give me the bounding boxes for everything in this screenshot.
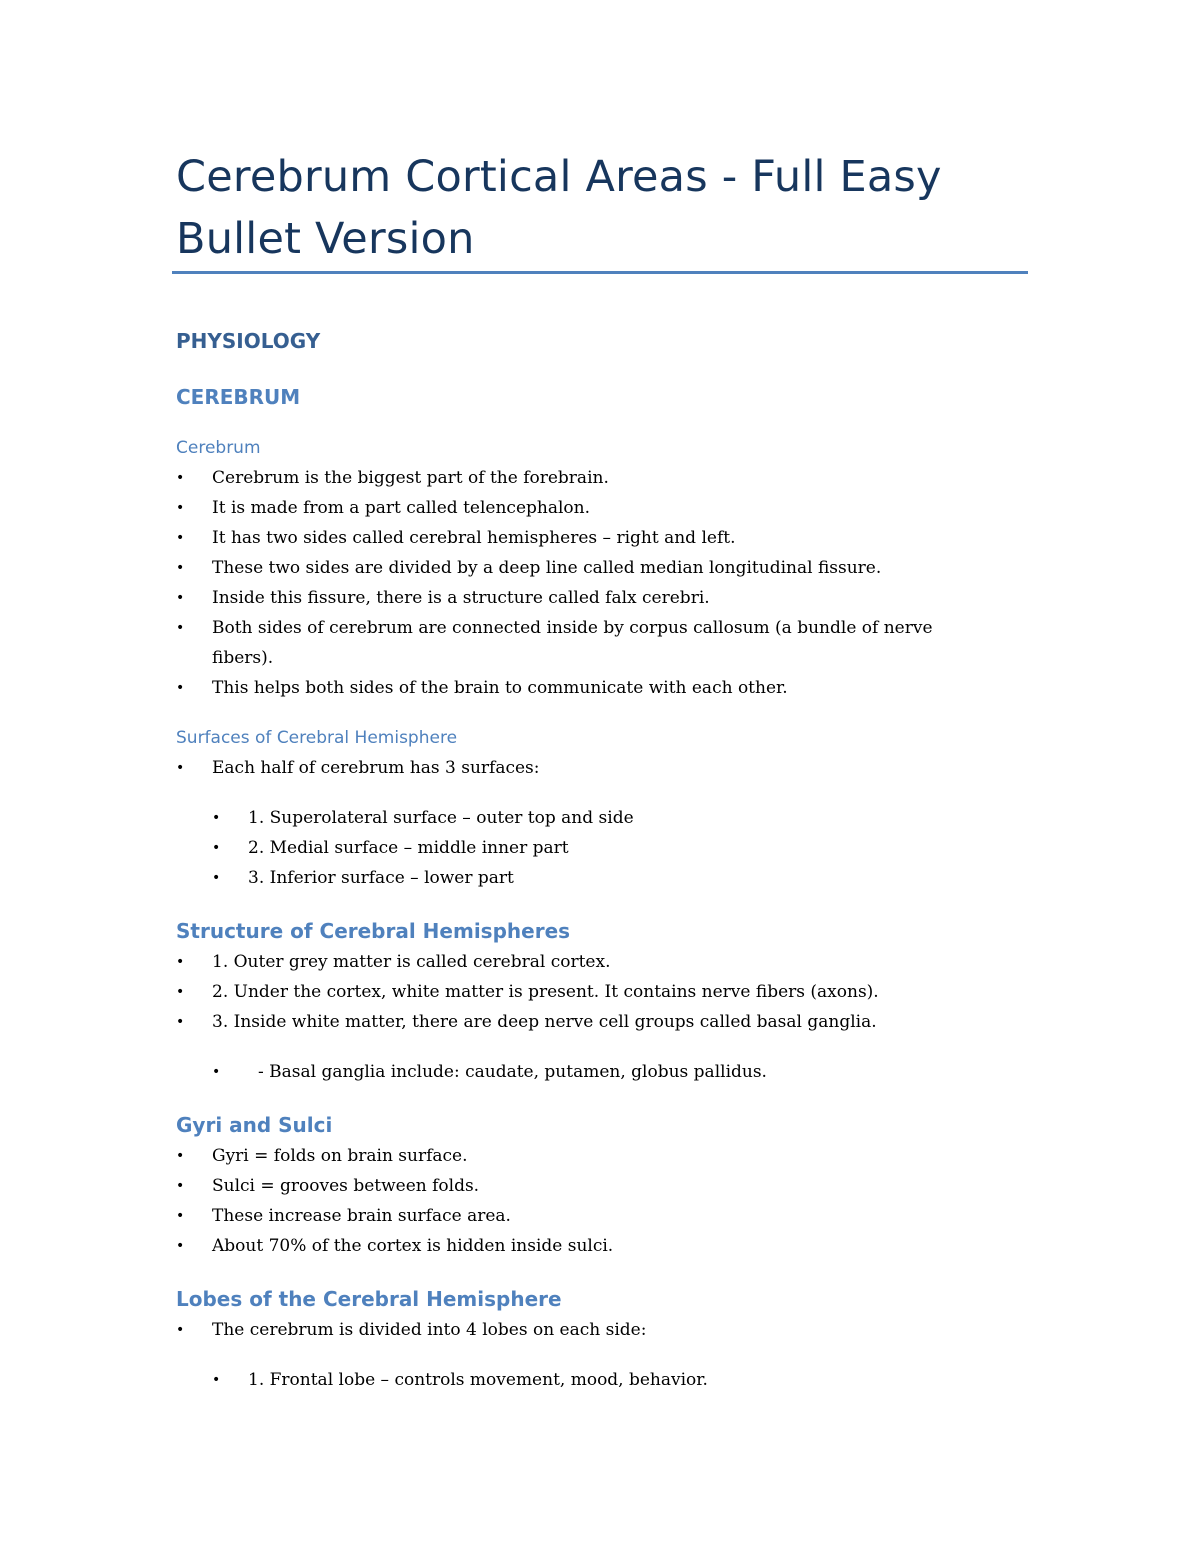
list-item [176, 463, 996, 493]
title-underline-rule [172, 271, 1028, 274]
bullet-icon: • [212, 1372, 221, 1388]
list-item-text: Sulci = grooves between folds. [212, 1176, 480, 1196]
bullet-icon: • [176, 954, 185, 970]
document-title: Cerebrum Cortical Areas - Full Easy Bullet Version [176, 152, 942, 264]
cerebrum-bullet-list [176, 463, 996, 703]
list-item-text: About 70% of the cortex is hidden inside sulci. [212, 1236, 614, 1256]
heading-lobes: Lobes of the Cerebral Hemisphere [176, 1287, 562, 1311]
list-item [176, 977, 996, 1007]
heading-surfaces: Surfaces of Cerebral Hemisphere [176, 728, 458, 748]
bullet-icon: • [176, 1178, 185, 1194]
list-item-text: 1. Superolateral surface – outer top and side [248, 808, 634, 828]
list-item-text: The cerebrum is divided into 4 lobes on each side: [212, 1320, 647, 1340]
list-item-text: 2. Medial surface – middle inner part [248, 838, 569, 858]
title-block [176, 146, 1028, 270]
list-item-text: These increase brain surface area. [212, 1206, 511, 1226]
bullet-icon: • [176, 760, 185, 776]
bullet-icon: • [176, 590, 185, 606]
lobes-bullet-list [176, 1315, 996, 1345]
list-item [176, 583, 996, 613]
list-item-text: Each half of cerebrum has 3 surfaces: [212, 758, 540, 778]
list-item [176, 1315, 996, 1345]
bullet-icon: • [176, 984, 185, 1000]
list-item [176, 553, 996, 583]
list-item-text: It is made from a part called telencephalon. [212, 498, 591, 518]
structure-sub-list [176, 1057, 996, 1087]
bullet-icon: • [176, 530, 185, 546]
bullet-icon: • [176, 620, 185, 636]
list-item [176, 1057, 996, 1087]
document-body [176, 325, 996, 1395]
list-item-text: 1. Outer grey matter is called cerebral cortex. [212, 952, 611, 972]
list-item [176, 803, 996, 833]
list-item [176, 1365, 996, 1395]
list-item [176, 1141, 996, 1171]
bullet-icon: • [176, 1148, 185, 1164]
list-item [176, 493, 996, 523]
heading-structure: Structure of Cerebral Hemispheres [176, 919, 571, 943]
list-item [176, 1171, 996, 1201]
list-item-text: Cerebrum is the biggest part of the forebrain. [212, 468, 609, 488]
list-item-text: 1. Frontal lobe – controls movement, mood, behavior. [248, 1370, 708, 1390]
bullet-icon: • [212, 810, 221, 826]
list-item-text: 2. Under the cortex, white matter is present. It contains nerve fibers (axons). [212, 982, 879, 1002]
heading-physiology: PHYSIOLOGY [176, 329, 321, 353]
bullet-icon: • [176, 560, 185, 576]
list-item-text: 3. Inferior surface – lower part [248, 868, 514, 888]
list-item [176, 863, 996, 893]
list-item [176, 947, 996, 977]
list-item [176, 523, 996, 553]
list-item [176, 1201, 996, 1231]
list-item [176, 673, 996, 703]
surfaces-sub-list [176, 803, 996, 893]
list-item [176, 1231, 996, 1261]
list-item-text: This helps both sides of the brain to communicate with each other. [212, 678, 788, 698]
bullet-icon: • [176, 1238, 185, 1254]
list-item [176, 833, 996, 863]
gyri-bullet-list [176, 1141, 996, 1261]
bullet-icon: • [176, 1014, 185, 1030]
bullet-icon: • [212, 870, 221, 886]
bullet-icon: • [212, 840, 221, 856]
list-item [176, 1007, 996, 1037]
list-item-text: Inside this fissure, there is a structure called falx cerebri. [212, 588, 710, 608]
surfaces-bullet-list [176, 753, 996, 783]
bullet-icon: • [176, 470, 185, 486]
list-item-text: Both sides of cerebrum are connected inside by corpus callosum (a bundle of nerve fibers). [212, 618, 933, 668]
list-item-text: - Basal ganglia include: caudate, putamen, globus pallidus. [258, 1062, 767, 1082]
bullet-icon: • [176, 500, 185, 516]
heading-gyri-sulci: Gyri and Sulci [176, 1113, 333, 1137]
bullet-icon: • [212, 1064, 221, 1080]
list-item-text: Gyri = folds on brain surface. [212, 1146, 468, 1166]
list-item [176, 753, 996, 783]
list-item [176, 613, 996, 673]
list-item-text: 3. Inside white matter, there are deep nerve cell groups called basal ganglia. [212, 1012, 877, 1032]
bullet-icon: • [176, 680, 185, 696]
heading-cerebrum: Cerebrum [176, 438, 261, 458]
list-item-text: It has two sides called cerebral hemispheres – right and left. [212, 528, 736, 548]
bullet-icon: • [176, 1322, 185, 1338]
heading-cerebrum-main: CEREBRUM [176, 385, 301, 409]
structure-bullet-list [176, 947, 996, 1037]
list-item-text: These two sides are divided by a deep line called median longitudinal fissure. [212, 558, 882, 578]
bullet-icon: • [176, 1208, 185, 1224]
lobes-sub-list [176, 1365, 996, 1395]
